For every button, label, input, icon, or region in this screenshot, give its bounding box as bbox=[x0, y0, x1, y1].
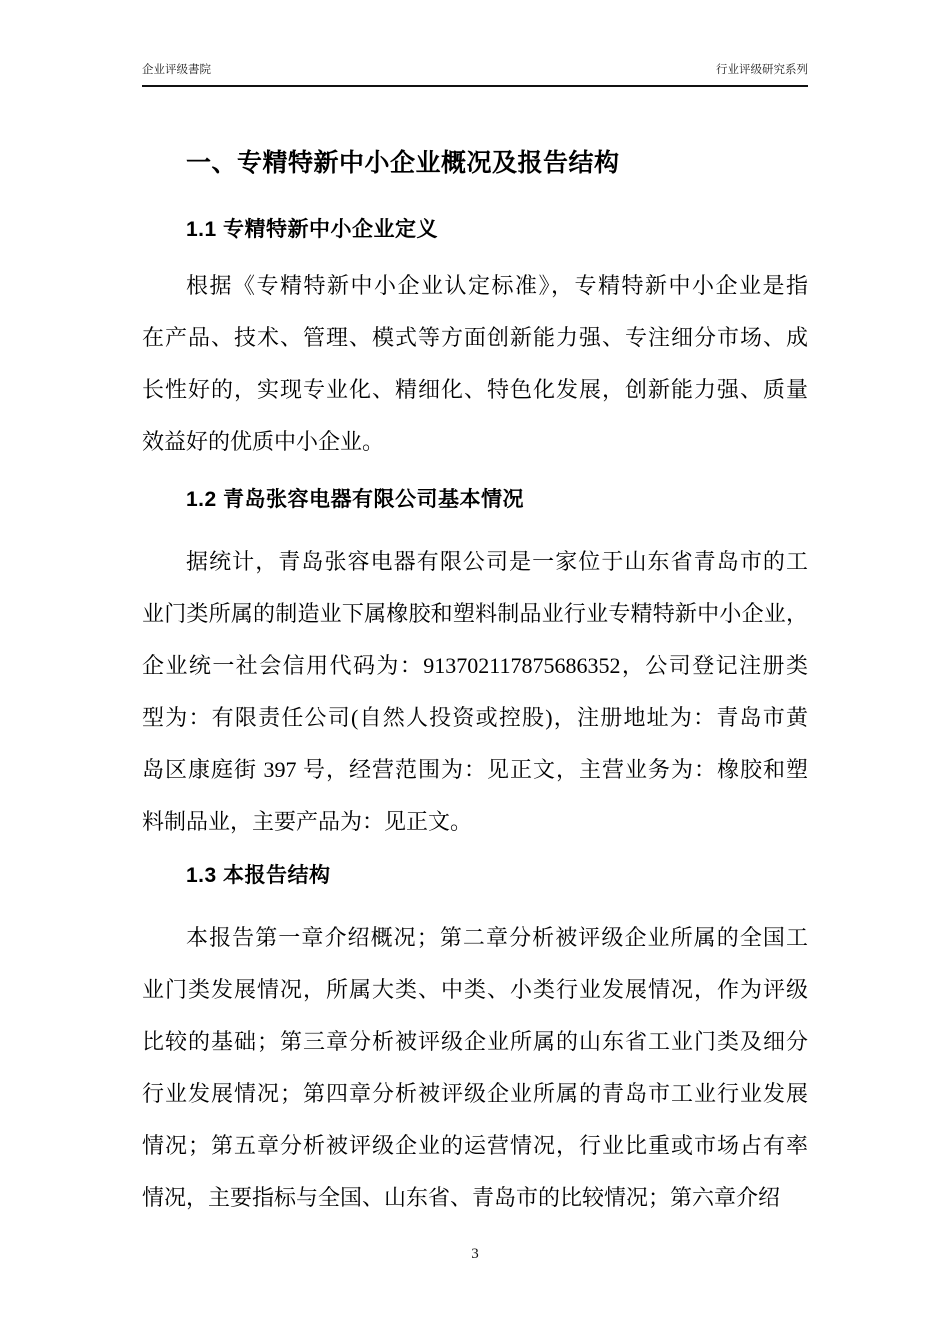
section-heading-1-3: 1.3 本报告结构 bbox=[186, 864, 331, 887]
paragraph-line: 岛区康庭街 397 号，经营范围为：见正文，主营业务为：橡胶和塑 bbox=[142, 757, 808, 782]
paragraph-line: 据统计，青岛张容电器有限公司是一家位于山东省青岛市的工 bbox=[186, 549, 808, 574]
header-right-text: 行业评级研究系列 bbox=[716, 64, 808, 76]
paragraph-line: 根据《专精特新中小企业认定标准》，专精特新中小企业是指 bbox=[186, 273, 808, 298]
paragraph-line: 业门类发展情况，所属大类、中类、小类行业发展情况，作为评级 bbox=[142, 977, 808, 1002]
chapter-title: 一、专精特新中小企业概况及报告结构 bbox=[186, 149, 620, 177]
paragraph-line: 在产品、技术、管理、模式等方面创新能力强、专注细分市场、成 bbox=[142, 325, 808, 350]
header-left-text: 企业评级書院 bbox=[142, 64, 211, 76]
section-1-1 bbox=[142, 216, 808, 468]
paragraph-line: 业门类所属的制造业下属橡胶和塑料制品业行业专精特新中小企业， bbox=[142, 601, 808, 626]
paragraph-line: 企业统一社会信用代码为：913702117875686352，公司登记注册类 bbox=[142, 653, 808, 678]
section-heading-1-2: 1.2 青岛张容电器有限公司基本情况 bbox=[186, 488, 525, 511]
page-content bbox=[142, 0, 808, 1224]
paragraph-line: 料制品业，主要产品为：见正文。 bbox=[142, 809, 473, 834]
paragraph-1-3 bbox=[142, 912, 808, 1224]
paragraph-line: 情况，主要指标与全国、山东省、青岛市的比较情况；第六章介绍 bbox=[142, 1185, 781, 1210]
paragraph-line: 情况；第五章分析被评级企业的运营情况，行业比重或市场占有率 bbox=[142, 1133, 808, 1158]
paragraph-1-1 bbox=[142, 260, 808, 468]
section-1-3 bbox=[142, 862, 808, 1224]
paragraph-line: 本报告第一章介绍概况；第二章分析被评级企业所属的全国工 bbox=[186, 925, 808, 950]
page-footer bbox=[0, 1243, 950, 1265]
paragraph-line: 长性好的，实现专业化、精细化、特色化发展，创新能力强、质量 bbox=[142, 377, 808, 402]
paragraph-line: 效益好的优质中小企业。 bbox=[142, 429, 385, 454]
paragraph-line: 型为：有限责任公司(自然人投资或控股)，注册地址为：青岛市黄 bbox=[142, 705, 808, 730]
section-heading-1-1: 1.1 专精特新中小企业定义 bbox=[186, 218, 439, 241]
section-1-2 bbox=[142, 486, 808, 848]
page-number: 3 bbox=[471, 1246, 479, 1262]
paragraph-1-2 bbox=[142, 536, 808, 848]
paragraph-line: 比较的基础；第三章分析被评级企业所属的山东省工业门类及细分 bbox=[142, 1029, 808, 1054]
paragraph-line: 行业发展情况；第四章分析被评级企业所属的青岛市工业行业发展 bbox=[142, 1081, 808, 1106]
